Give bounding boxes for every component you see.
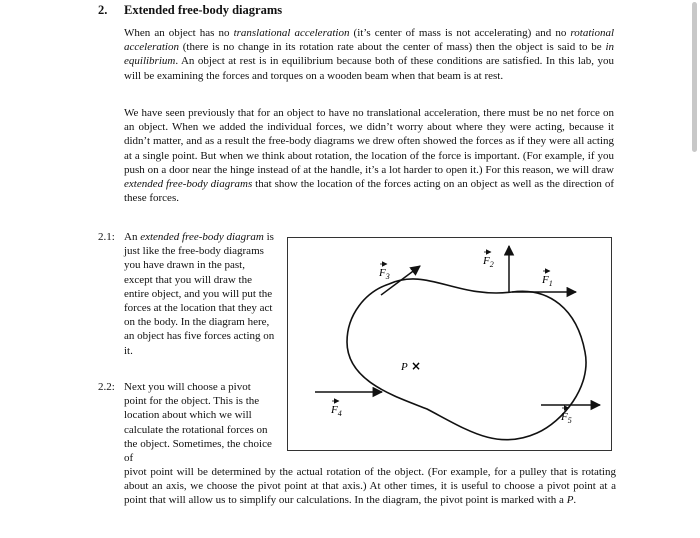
paragraph-equilibrium: When an object has no translational acceleration (it’s center of mass is not accelerating) and no rotational acceleration (there is no change in its rotation rate about the center of mass) then the object is said to be in equilibrium. An object at rest is in equilibrium because both of these conditions are satisfied. In this lab, you will be examining the forces and torques on a wooden beam when that beam is at rest.: [124, 27, 615, 82]
section-title: Extended free-body diagrams: [124, 3, 283, 17]
svg-text:F3: $F_3$: [379, 267, 390, 281]
free-body-diagram-figure: [287, 237, 612, 451]
svg-text:F5: $F_5$: [561, 411, 572, 425]
section-number: 2.: [98, 3, 108, 17]
pivot-label: P: [401, 361, 408, 373]
item-2-2-continuation: pivot point will be determined by the actual rotation of the object. (For example, for a pulley that is rotating about an axis, we choose the pivot point at that axis.) At other times, it is useful to choose a pivot point at a point that will allow us to simplify our calculations. In the diagram, the pivot point is marked with a P.: [124, 466, 616, 507]
scrollbar-thumb[interactable]: [692, 2, 697, 152]
item-2-2-text: Next you will choose a pivot point for the object. This is the location about which we will calculate the rotational forces on the object. Sometimes, the choice of: [124, 381, 272, 465]
item-2-1-label: 2.1:: [98, 231, 115, 243]
svg-text:F1: $F_1$: [542, 274, 553, 288]
label-f5: [560, 408, 572, 425]
label-f4: [330, 401, 342, 418]
svg-text:F2: $F_2$: [483, 255, 494, 269]
item-2-1-text: An extended free-body diagram is just like the free-body diagrams you have drawn in the past, except that you will draw the entire object, and you will put the forces at the location that they act on the body. In the diagram here, an object has five forces acting on it.: [124, 231, 275, 357]
item-2-2-label: 2.2:: [98, 381, 115, 393]
paragraph-extended-fbd: We have seen previously that for an object to have no translational acceleration, there must be no net force on an object. When we added the individual forces, we didn’t worry about where they were acting, because it didn’t matter, and as a result the free-body diagrams we drew often showed the forces as if they were all acting at a single point. But when we think about rotation, the location of the force is important. (For example, if you push on a door near the hinge instead of at the handle, it’s a lot harder to open it.) For this reason, we will draw extended free-body diagrams that show the location of the forces acting on an object as well as the direction of these forces.: [124, 107, 614, 205]
label-f1: [541, 271, 553, 288]
label-f2: [482, 252, 494, 269]
svg-text:F4: $F_4$: [331, 404, 342, 418]
extended-body-outline: [347, 279, 586, 440]
label-f3: [378, 264, 390, 281]
free-body-diagram: [287, 237, 612, 451]
pivot-mark: ×: [411, 359, 422, 373]
